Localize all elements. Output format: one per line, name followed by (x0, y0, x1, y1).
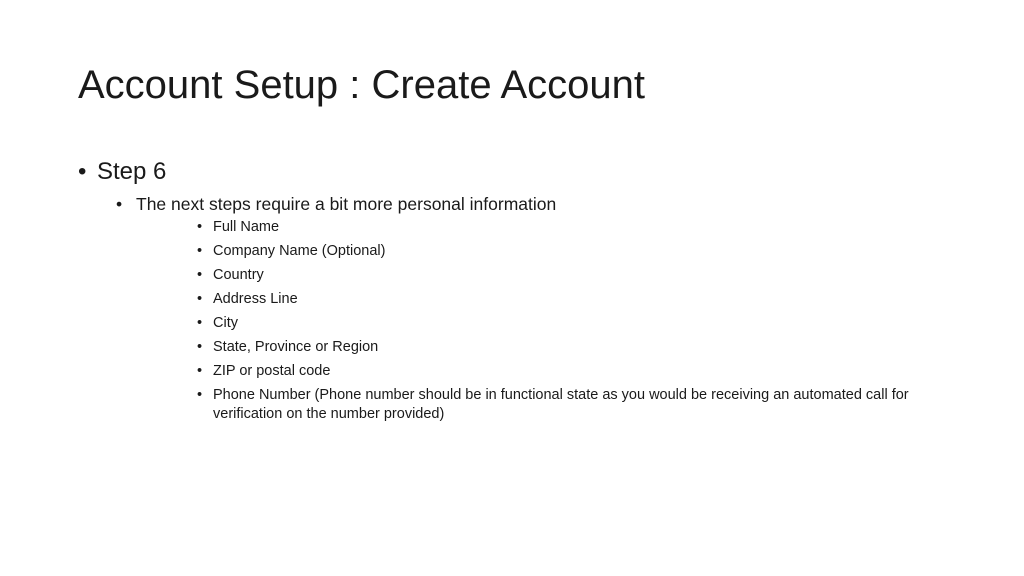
field-item-full-name: • Full Name (136, 218, 973, 237)
step-description: • The next steps require a bit more personal information (136, 192, 958, 216)
bullet-list (78, 156, 958, 424)
field-item-city: • City (136, 314, 973, 333)
field-item-address-line: • Address Line (136, 290, 973, 309)
field-item-country: • Country (136, 266, 973, 285)
field-list (136, 218, 958, 424)
field-item-company-name: • Company Name (Optional) (136, 242, 973, 261)
description-bullet (97, 192, 958, 424)
slide-title: Account Setup : Create Account (78, 63, 646, 107)
sub-bullet-list (97, 192, 958, 424)
field-item-phone-number: • Phone Number (Phone number should be in functional state as you would be receiving an automated call for verification on the number provided) (136, 386, 973, 424)
slide-content (78, 156, 958, 429)
step-label: • Step 6 (97, 156, 958, 188)
field-item-state-province-region: • State, Province or Region (136, 338, 973, 357)
field-item-zip-postal-code: • ZIP or postal code (136, 362, 973, 381)
step-bullet (78, 156, 958, 424)
